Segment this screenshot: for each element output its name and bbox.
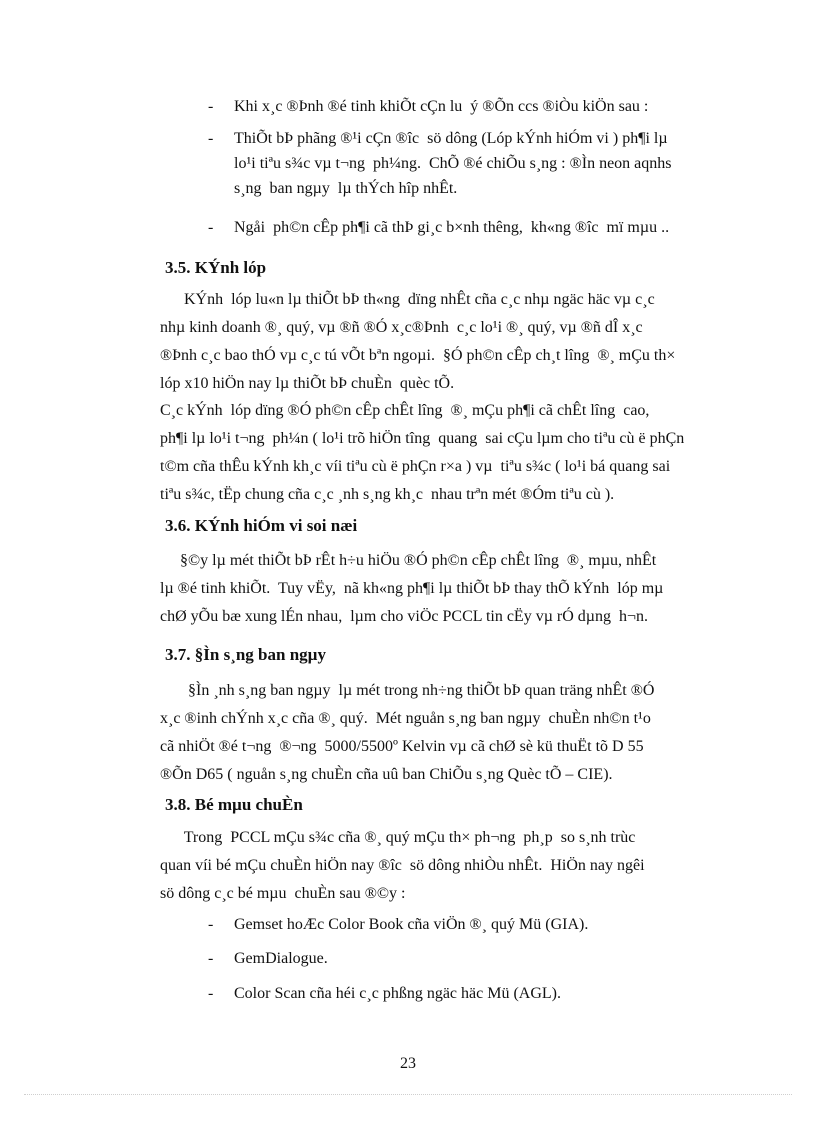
paragraph: KÝnh lóp lu«n lµ thiÕt bÞ th«ng dïng nhÊt cña c¸c nhµ ngäc häc vµ c¸c nhµ kinh doanh ®¸ quý, vµ ®ñ ®Ó x¸c®Þnh c¸c lo¹i ®¸ quý, vµ ®ñ dÎ x¸c ®Þnh c¸c bao thÓ vµ c¸c tú vÕt bªn ngoµi. §Ó ph©n cÊp ch¸t lîng ®¸ mÇu th× lóp x10 hiÖn nay lµ thiÕt bÞ chuÈn quèc tÕ. xyxy=(160,291,676,392)
bullet-item xyxy=(208,946,748,971)
bullet-item xyxy=(208,126,748,201)
paragraph: §©y lµ mét thiÕt bÞ rÊt h÷u hiÖu ®Ó ph©n cÊp chÊt lîng ®¸ mµu, nhÊt lµ ®é tinh khiÕt. Tuy vËy, nã kh«ng ph¶i lµ thiÕt bÞ thay thÕ kÝnh lóp mµ chØ yÕu bæ xung lÉn nhau, lµm cho viÖc PCCL tin cËy vµ rÓ dµng h¬n. xyxy=(160,552,664,625)
paragraph: Trong PCCL mÇu s¾c cña ®¸ quý mÇu th× ph¬ng ph¸p so s¸nh trùc quan víi bé mÇu chuÈn hiÖn nay ®îc sö dông nhiÒu nhÊt. HiÖn nay ngêi sö dông c¸c bé mµu chuÈn sau ®©y : xyxy=(160,829,645,902)
section-heading: 3.5. KÝnh lóp xyxy=(165,258,267,277)
bullet-item xyxy=(208,94,748,119)
bullet-dash: - xyxy=(208,219,214,236)
paragraph: §Ìn ¸nh s¸ng ban ngµy lµ mét trong nh÷ng thiÕt bÞ quan träng nhÊt ®Ó x¸c ®inh chÝnh x¸c cña ®¸ quý. Mét nguån s¸ng ban ngµy chuÈn nh©n t¹o cã nhiÖt ®é t¬ng ®¬ng 5000/5500º Kelvin vµ cã chØ sè kü thuËt tõ D 55 ®Õn D65 ( nguån s¸ng chuÈn cña uû ban ChiÕu s¸ng Quèc tÕ – CIE). xyxy=(160,682,655,783)
bullet-text: ThiÕt bÞ phãng ®¹i cÇn ®îc sö dông (Lóp kÝnh hiÓm vi ) ph¶i lµ lo¹i tiªu s¾c vµ t¬ng ph¼ng. ChÕ ®é chiÕu s¸ng : ®Ìn neon aqnhs s¸ng ban ngµy lµ thÝch hîp nhÊt. xyxy=(234,130,672,197)
section-heading: 3.8. Bé mµu chuÈn xyxy=(165,795,303,814)
bullet-dash: - xyxy=(208,950,214,967)
bullet-text: Color Scan cña héi c¸c phßng ngäc häc Mü (AGL). xyxy=(234,985,561,1002)
bullet-text: Gemset hoÆc Color Book cña viÖn ®¸ quý Mü (GIA). xyxy=(234,916,589,933)
bullet-item xyxy=(208,981,748,1006)
bullet-dash: - xyxy=(208,130,214,147)
paragraph: C¸c kÝnh lóp dïng ®Ó ph©n cÊp chÊt lîng ®¸ mÇu ph¶i cã chÊt lîng cao, ph¶i lµ lo¹i t¬ng ph¼n ( lo¹i trõ hiÖn tîng quang sai cÇu lµm cho tiªu cù ë phÇn t©m cña thÊu kÝnh kh¸c víi tiªu cù ë phÇn r×a ) vµ tiªu s¾c ( lo¹i bá quang sai tiªu s¾c, tËp chung cña c¸c ¸nh s¸ng kh¸c nhau trªn mét ®Óm tiªu cù ). xyxy=(160,402,685,503)
bullet-text: Ngåi ph©n cÊp ph¶i cã thÞ gi¸c b×nh thêng, kh«ng ®îc mï mµu .. xyxy=(234,219,670,236)
section-heading: 3.7. §Ìn s¸ng ban ngµy xyxy=(165,645,326,664)
section-heading: 3.6. KÝnh hiÓm vi soi næi xyxy=(165,516,358,535)
page-number: 23 xyxy=(400,1055,416,1072)
bullet-dash: - xyxy=(208,985,214,1002)
bullet-item xyxy=(208,215,748,240)
bullet-dash: - xyxy=(208,916,214,933)
bullet-item xyxy=(208,912,748,937)
page-bottom-divider xyxy=(24,1094,792,1095)
bullet-dash: - xyxy=(208,98,214,115)
bullet-text: Khi x¸c ®Þnh ®é tinh khiÕt cÇn lu ý ®Õn ccs ®iÒu kiÖn sau : xyxy=(234,98,649,115)
bullet-text: GemDialogue. xyxy=(234,950,328,967)
